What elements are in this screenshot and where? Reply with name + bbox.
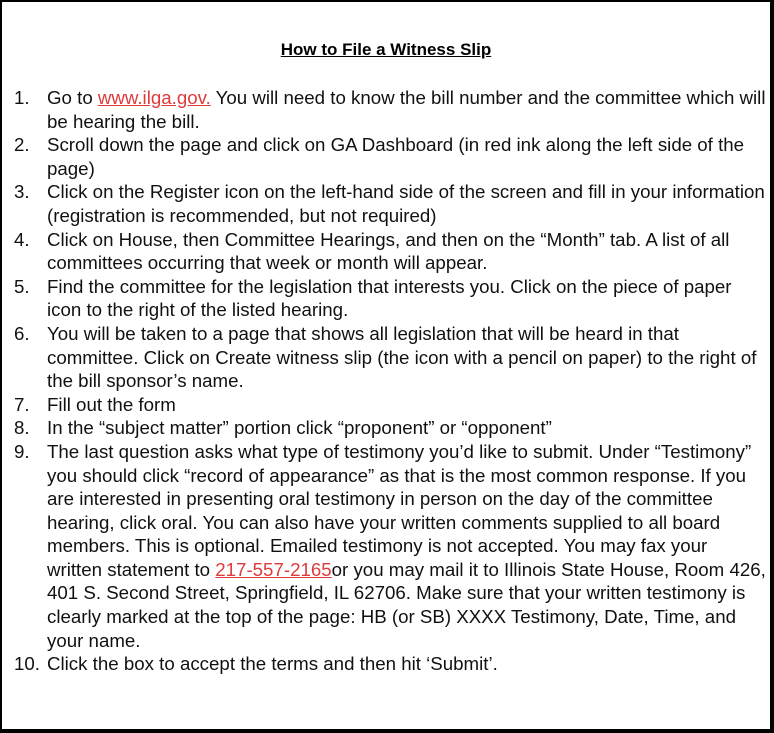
step-number: 9. — [14, 440, 30, 462]
step-number: 10. — [14, 653, 40, 675]
step-number: 1. — [14, 87, 30, 108]
step-5 — [14, 275, 766, 322]
step-8 — [14, 416, 766, 440]
step-2 — [14, 133, 766, 180]
step-number: 7. — [14, 393, 30, 415]
step-6 — [14, 322, 766, 393]
step-text: In the “subject matter” portion click “proponent” or “opponent” — [47, 417, 552, 439]
step-text: Scroll down the page and click on GA Dashboard (in red ink along the left side of the page) — [47, 134, 745, 179]
step-text: You will be taken to a page that shows all legislation that will be heard in that committee. Click on Create witness slip (the icon with a pencil on paper) to the right of the bill sponsor’s name. — [47, 322, 757, 392]
step-text: Click on House, then Committee Hearings, and then on the “Month” tab. A list of all committees occurring that week or month will appear. — [47, 228, 730, 274]
step-text-post: or you may mail it to Illinois State House, Room 426, 401 S. Second Street, Springfield, IL 62706. Make sure that your written testimony is clearly marked at the top of the page: HB (or SB) XXXX Testimony, Date, Time, and your name. — [47, 558, 766, 651]
step-number: 6. — [14, 322, 30, 344]
ilga-website-link[interactable]: www.ilga.gov. — [97, 87, 211, 108]
step-1 — [14, 86, 766, 133]
step-text: Fill out the form — [47, 393, 176, 415]
step-text-pre: Go to — [47, 87, 98, 108]
step-4 — [14, 228, 766, 275]
step-text-post: You will need to know the bill number and the committee which will be hearing the bill. — [47, 87, 766, 132]
steps-list — [14, 86, 766, 676]
step-number: 2. — [14, 134, 30, 156]
step-number: 8. — [14, 417, 30, 439]
step-number: 5. — [14, 275, 30, 297]
step-7 — [14, 393, 766, 417]
step-number: 3. — [14, 181, 30, 203]
step-9 — [14, 440, 766, 652]
step-text: Click the box to accept the terms and then hit ‘Submit’. — [47, 653, 498, 675]
step-text: Click on the Register icon on the left-hand side of the screen and fill in your information (registration is recommended, but not required) — [47, 181, 765, 226]
step-text: Find the committee for the legislation that interests you. Click on the piece of paper icon to the right of the listed hearing. — [47, 275, 732, 321]
step-number: 4. — [14, 228, 30, 250]
step-3 — [14, 180, 766, 227]
fax-number-link[interactable]: 217-557-2165 — [215, 558, 332, 580]
step-text — [47, 86, 766, 133]
step-text — [47, 440, 766, 652]
step-10 — [14, 652, 766, 676]
step-text-pre: The last question asks what type of testimony you’d like to submit. Under “Testimony” you should click “record of appearance” as that is the most common response. If you are interested in presenting oral testimony in person on the day of the committee hearing, click oral. You can also have your written comments supplied to all board members. This is optional. Emailed testimony is not accepted. You may fax your written statement to — [47, 440, 752, 580]
page-title: How to File a Witness Slip — [280, 40, 492, 59]
